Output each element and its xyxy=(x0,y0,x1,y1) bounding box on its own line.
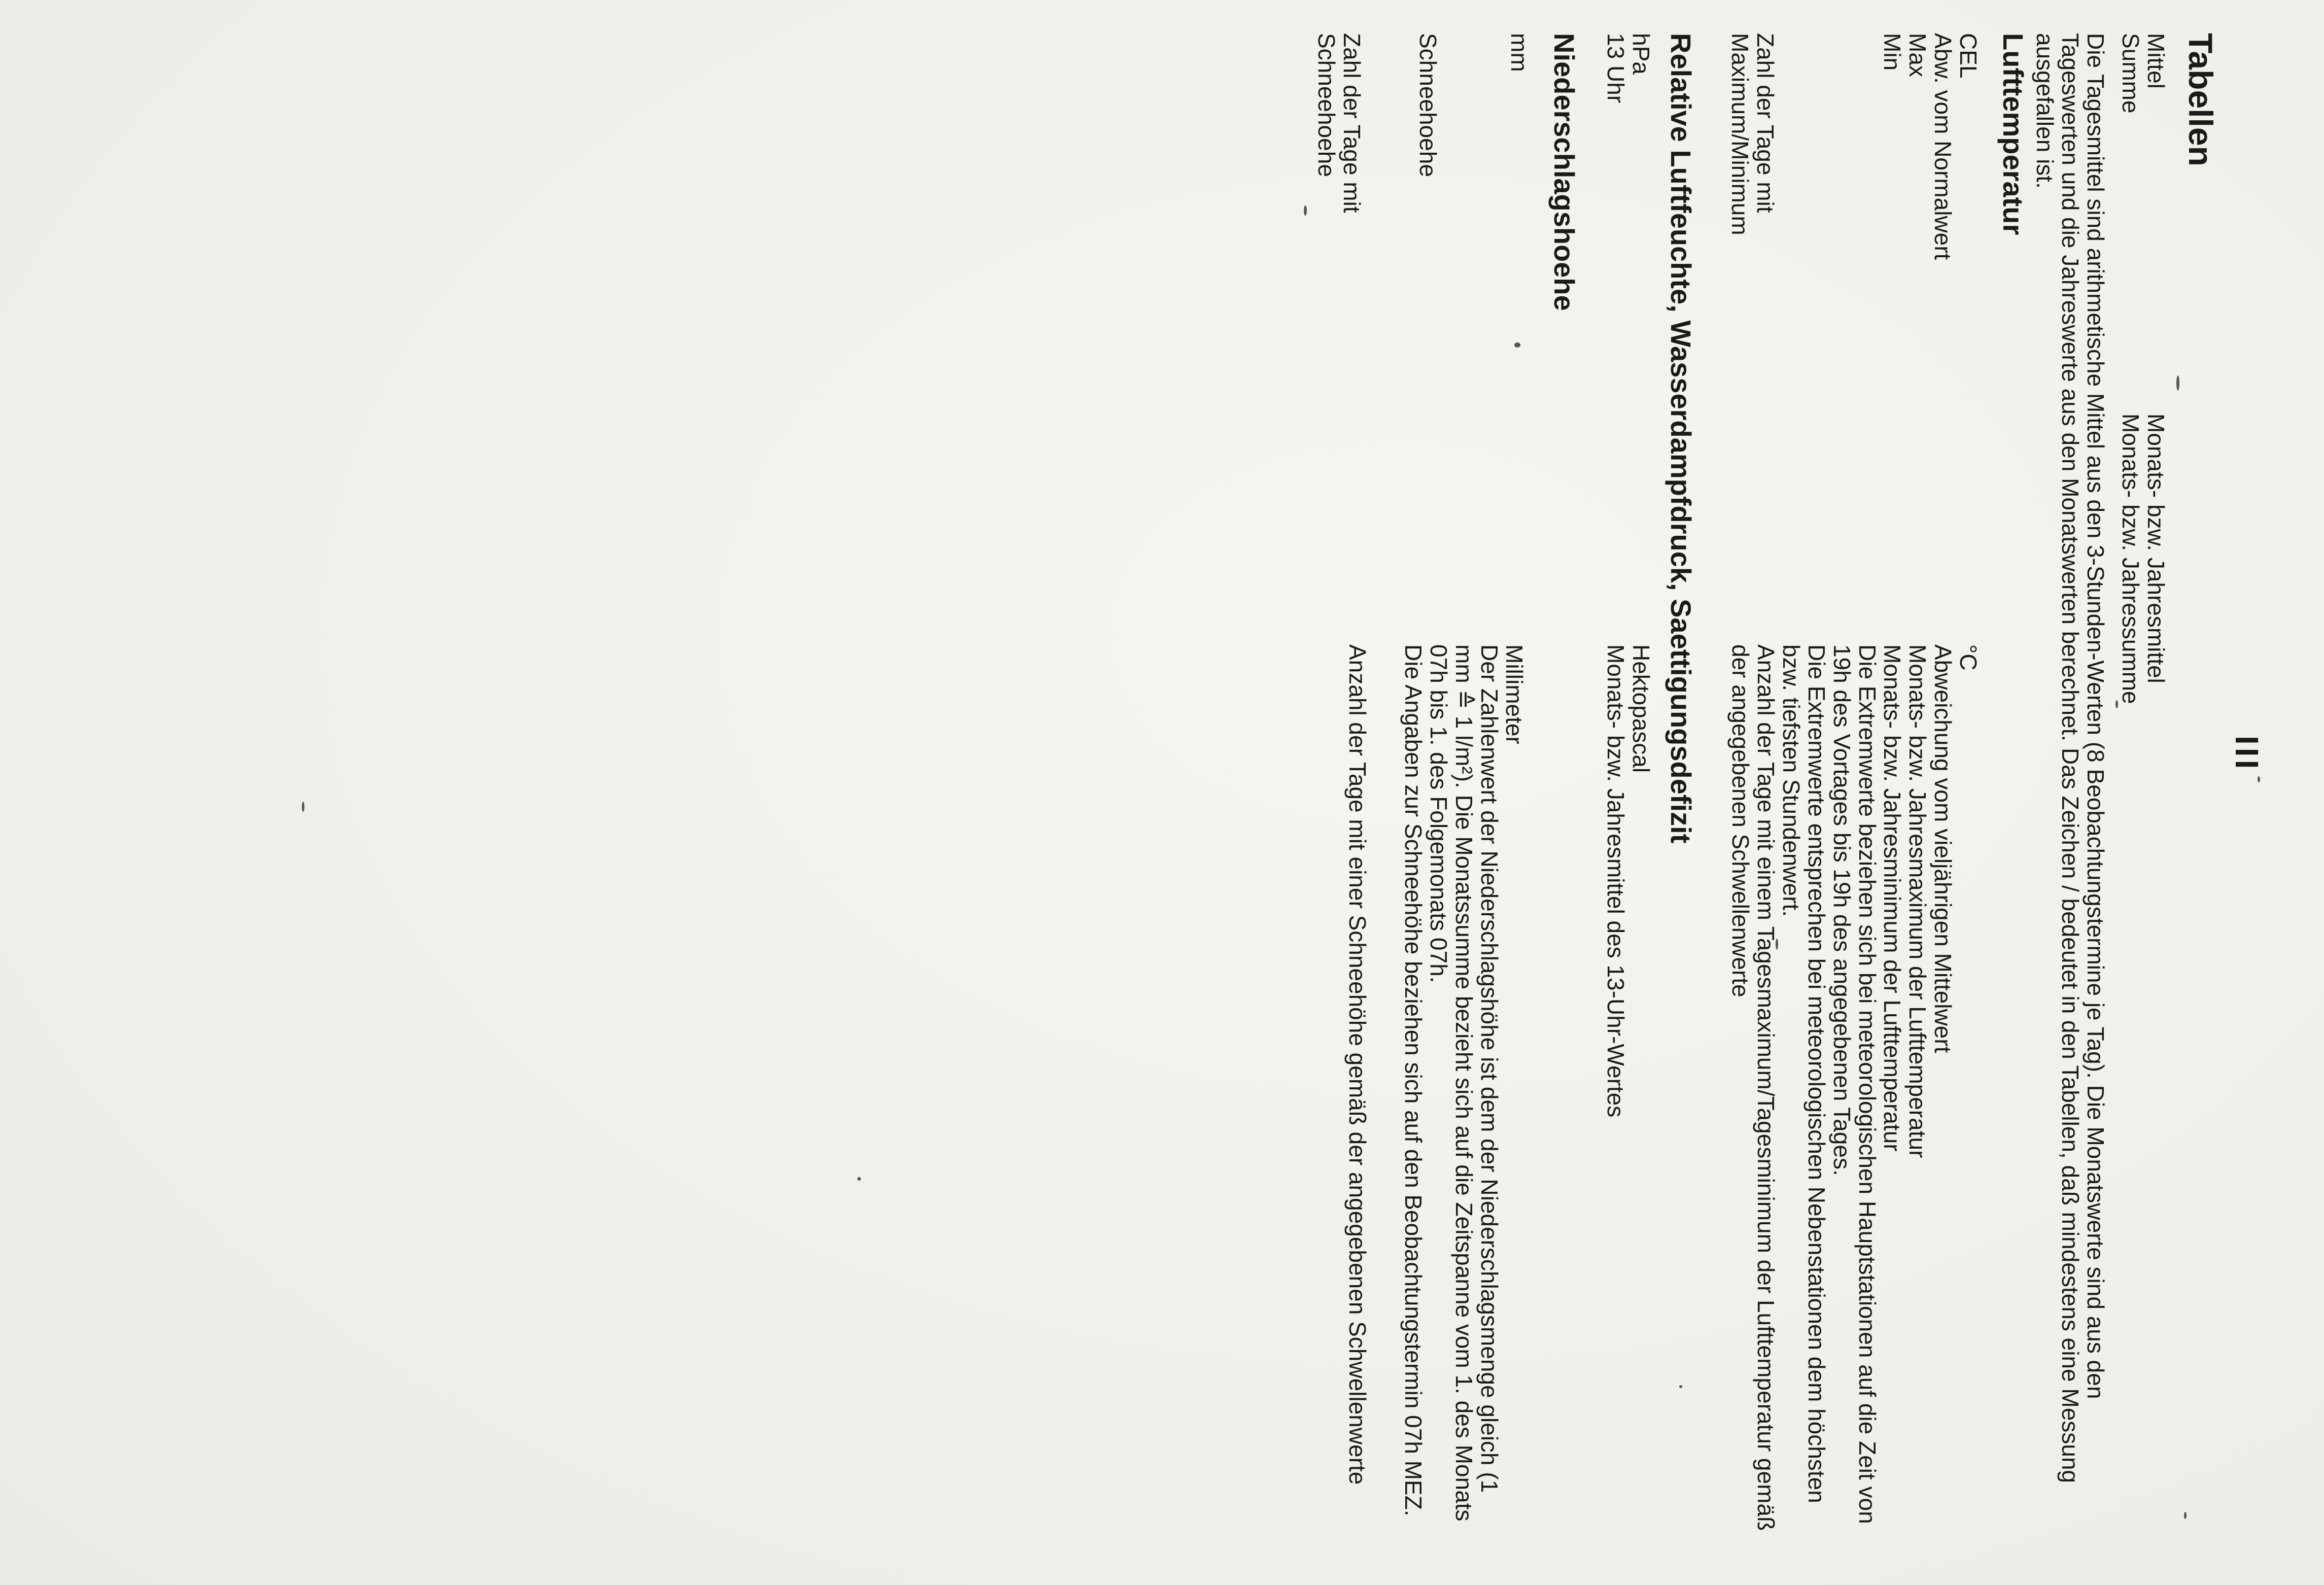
desc-abw: Abweichung vom vieljährigen Mittelwert xyxy=(1930,644,1956,1053)
term-mm: mm xyxy=(1506,33,1533,72)
desc-niederschlagsmenge: Der Zahlenwert der Niederschlagshöhe ist dem der Niederschlagsmenge gleich (1 mm ≙ 1 l/m²). Die Monatssumme bezieht sich auf die Zeitspanne vom 1. des Monats 07h bis 1. des Folgemonats 07h. xyxy=(1426,644,1503,1522)
legend-desc-summe: Monats- bzw. Jahressumme xyxy=(2118,414,2144,704)
term-max-min: Maximum/Minimum xyxy=(1727,33,1753,235)
term-schneehoehe: Schneehoehe xyxy=(1415,33,1441,177)
heading-niederschlag: Niederschlagshoehe xyxy=(1548,33,1580,311)
intro-paragraph: Die Tagesmittel sind arithmetische Mittel aus den 3-Stunden-Werten (8 Beobachtungstermine je Tag). Die Monatswerte sind aus den Tageswerten und die Jahreswerte aus den Monatswerten berechnet. Das Zeichen / bedeutet in den Tabellen, daß mindestens eine Messung ausgefallen ist. xyxy=(2032,33,2109,1484)
extremwerte-neben: Die Extremwerte entsprechen bei meteorologischen Nebenstationen dem höchsten bzw. tiefsten Stundenwert. xyxy=(1778,644,1830,1503)
term-max: Max xyxy=(1904,33,1931,77)
term-abw: Abw. vom Normalwert xyxy=(1930,33,1956,260)
desc-schneehoehe: Die Angaben zur Schneehöhe beziehen sich auf den Beobachtungstermin 07h MEZ. xyxy=(1400,644,1427,1517)
term-cel: CEL xyxy=(1955,33,1982,79)
desc-hpa: Hektopascal xyxy=(1628,644,1654,773)
page-title: Tabellen xyxy=(2182,33,2219,166)
desc-cel: °C xyxy=(1955,644,1982,671)
extremwerte-haupt: Die Extremwerte beziehen sich bei meteorologischen Hauptstationen auf die Zeit von 19h des Vortages bis 19h des angegebenen Tages. xyxy=(1829,644,1881,1524)
desc-min: Monats- bzw. Jahresminimum der Lufttemperatur xyxy=(1879,644,1905,1152)
legend-term-summe: Summe xyxy=(2118,33,2144,114)
heading-luftfeuchte: Relative Luftfeuchte, Wasserdampfdruck, Saettigungsdefizit xyxy=(1665,33,1697,844)
desc-zahl-tage-schnee: Anzahl der Tage mit einer Schneehöhe gemäß der angegebenen Schwellenwerte xyxy=(1344,644,1371,1485)
term-schneehoehe-2: Schneehoehe xyxy=(1313,33,1340,177)
legend-term-mittel: Mittel xyxy=(2143,33,2169,89)
term-zahl-tage: Zahl der Tage mit xyxy=(1752,33,1779,213)
term-hpa: hPa xyxy=(1628,33,1654,75)
term-13-uhr: 13 Uhr xyxy=(1603,33,1629,104)
desc-zahl-tage: Anzahl der Tage mit einem Tagesmaximum/Tagesminimum der Lufttemperatur gemäß der angegebenen Schwellenwerte xyxy=(1727,644,1779,1531)
desc-mm: Millimeter xyxy=(1501,644,1528,744)
term-min: Min xyxy=(1879,33,1905,71)
legend-desc-mittel: Monats- bzw. Jahresmittel xyxy=(2143,414,2169,683)
desc-max: Monats- bzw. Jahresmaximum der Lufttemperatur xyxy=(1904,644,1931,1158)
term-zahl-tage-schnee: Zahl der Tage mit xyxy=(1339,33,1365,213)
page-number: III xyxy=(2229,736,2265,772)
heading-lufttemperatur: Lufttemperatur xyxy=(1997,33,2029,235)
desc-13-uhr: Monats- bzw. Jahresmittel des 13-Uhr-Wertes xyxy=(1603,644,1629,1118)
